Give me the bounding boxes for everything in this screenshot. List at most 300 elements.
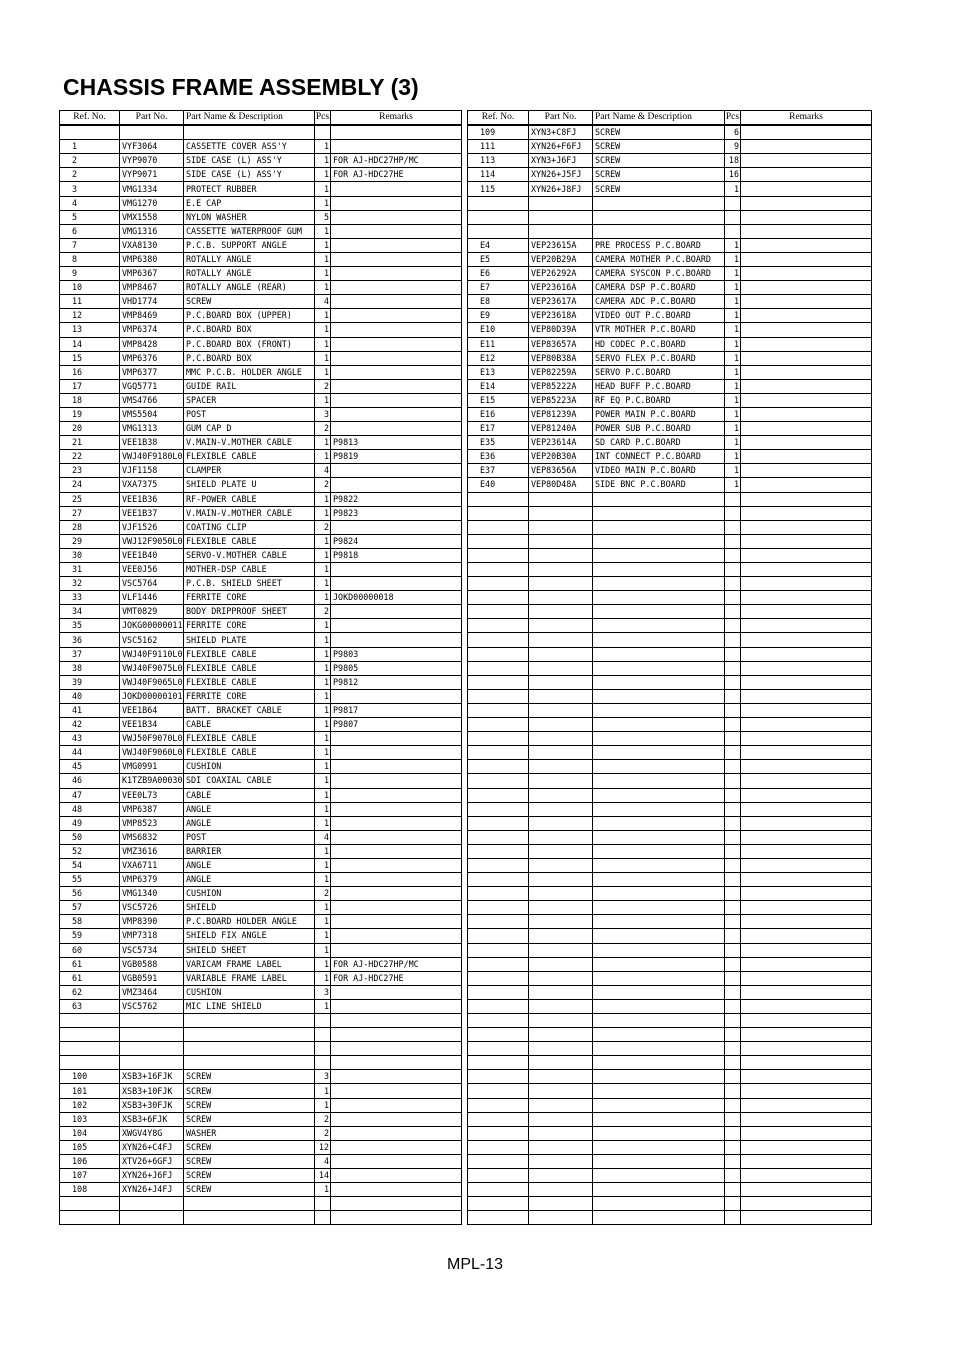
cell-name: [593, 858, 725, 872]
cell-ref: [468, 1070, 529, 1084]
cell-remarks: [331, 816, 462, 830]
cell-name: SCREW: [184, 1112, 315, 1126]
cell-remarks: [331, 563, 462, 577]
cell-name: CASSETTE COVER ASS'Y: [184, 140, 315, 154]
table-row: [468, 1028, 872, 1042]
cell-ref: 59: [60, 929, 120, 943]
cell-pcs: [725, 1070, 741, 1084]
table-row: [468, 464, 872, 478]
cell-ref: 22: [60, 450, 120, 464]
cell-part: [529, 661, 593, 675]
cell-ref: [468, 774, 529, 788]
cell-part: [529, 1140, 593, 1154]
table-row: [60, 351, 462, 365]
table-row: [60, 1014, 462, 1028]
cell-pcs: [315, 1211, 331, 1225]
table-row: [60, 830, 462, 844]
cell-part: XSB3+30FJK: [120, 1098, 184, 1112]
cell-name: CAMERA DSP P.C.BOARD: [593, 281, 725, 295]
cell-ref: 13: [60, 323, 120, 337]
cell-ref: 24: [60, 478, 120, 492]
cell-part: [529, 929, 593, 943]
cell-ref: 17: [60, 379, 120, 393]
cell-remarks: [741, 816, 872, 830]
cell-ref: 47: [60, 788, 120, 802]
cell-remarks: [331, 323, 462, 337]
cell-name: SCREW: [184, 1169, 315, 1183]
table-row: [468, 563, 872, 577]
cell-pcs: 1: [315, 393, 331, 407]
cell-name: [593, 1211, 725, 1225]
table-row: [468, 323, 872, 337]
cell-pcs: 1: [315, 858, 331, 872]
cell-name: [184, 125, 315, 140]
cell-part: VWJ40F9075L0: [120, 661, 184, 675]
cell-name: FLEXIBLE CABLE: [184, 647, 315, 661]
cell-name: HEAD BUFF P.C.BOARD: [593, 379, 725, 393]
table-row: [468, 689, 872, 703]
cell-ref: E14: [468, 379, 529, 393]
cell-name: ROTALLY ANGLE: [184, 267, 315, 281]
cell-ref: [468, 661, 529, 675]
cell-pcs: [725, 1126, 741, 1140]
cell-part: [529, 887, 593, 901]
cell-ref: 115: [468, 182, 529, 196]
cell-pcs: [725, 661, 741, 675]
cell-part: [529, 591, 593, 605]
cell-part: VEP80D39A: [529, 323, 593, 337]
cell-remarks: [741, 788, 872, 802]
cell-ref: [468, 746, 529, 760]
cell-remarks: P9823: [331, 506, 462, 520]
table-row: [468, 915, 872, 929]
cell-name: [593, 196, 725, 210]
table-header-row: [468, 111, 872, 126]
table-row: [468, 506, 872, 520]
cell-ref: 109: [468, 125, 529, 140]
cell-part: [529, 1169, 593, 1183]
cell-remarks: [741, 802, 872, 816]
cell-part: VMG1340: [120, 887, 184, 901]
cell-part: VEP82259A: [529, 365, 593, 379]
cell-pcs: [725, 591, 741, 605]
cell-ref: E15: [468, 393, 529, 407]
cell-name: FLEXIBLE CABLE: [184, 661, 315, 675]
cell-pcs: 2: [315, 422, 331, 436]
cell-remarks: [741, 379, 872, 393]
cell-remarks: [331, 224, 462, 238]
cell-part: VEE1B37: [120, 506, 184, 520]
cell-name: [593, 971, 725, 985]
table-row: [60, 393, 462, 407]
cell-remarks: [741, 252, 872, 266]
cell-name: SPACER: [184, 393, 315, 407]
table-row: [468, 365, 872, 379]
table-row: [60, 774, 462, 788]
cell-remarks: [741, 309, 872, 323]
cell-pcs: [725, 1169, 741, 1183]
table-row: [60, 929, 462, 943]
cell-pcs: 1: [315, 1098, 331, 1112]
cell-part: [529, 746, 593, 760]
cell-part: VEP83656A: [529, 464, 593, 478]
cell-pcs: [725, 718, 741, 732]
table-row: [60, 675, 462, 689]
cell-remarks: [741, 675, 872, 689]
cell-name: [593, 647, 725, 661]
table-row: [468, 125, 872, 140]
cell-name: [593, 999, 725, 1013]
cell-part: VEP85222A: [529, 379, 593, 393]
cell-ref: [468, 675, 529, 689]
cell-remarks: [331, 478, 462, 492]
cell-ref: [468, 985, 529, 999]
cell-name: SD CARD P.C.BOARD: [593, 436, 725, 450]
cell-part: VEP83657A: [529, 337, 593, 351]
cell-name: SERVO P.C.BOARD: [593, 365, 725, 379]
cell-ref: E8: [468, 295, 529, 309]
cell-part: VEP23614A: [529, 436, 593, 450]
cell-name: [593, 929, 725, 943]
cell-part: [529, 732, 593, 746]
cell-part: VEP85223A: [529, 393, 593, 407]
table-row: [60, 295, 462, 309]
cell-part: [529, 1070, 593, 1084]
cell-remarks: [741, 548, 872, 562]
cell-pcs: 1: [725, 337, 741, 351]
table-row: [60, 816, 462, 830]
cell-name: SCREW: [184, 1098, 315, 1112]
cell-ref: [468, 858, 529, 872]
cell-part: VMG0991: [120, 760, 184, 774]
cell-pcs: 1: [315, 323, 331, 337]
cell-name: SHIELD FIX ANGLE: [184, 929, 315, 943]
cell-pcs: 1: [315, 873, 331, 887]
cell-name: BATT. BRACKET CABLE: [184, 703, 315, 717]
table-row: [468, 252, 872, 266]
cell-part: VEE1B40: [120, 548, 184, 562]
cell-pcs: [725, 816, 741, 830]
cell-part: [529, 506, 593, 520]
cell-ref: 63: [60, 999, 120, 1013]
cell-part: VMP8469: [120, 309, 184, 323]
cell-part: [529, 605, 593, 619]
cell-ref: [60, 1028, 120, 1042]
cell-remarks: [331, 619, 462, 633]
cell-part: VEP81239A: [529, 407, 593, 421]
cell-pcs: 1: [315, 577, 331, 591]
cell-remarks: [741, 450, 872, 464]
cell-part: VYP9070: [120, 154, 184, 168]
cell-ref: 31: [60, 563, 120, 577]
cell-pcs: [725, 971, 741, 985]
cell-pcs: 1: [315, 252, 331, 266]
cell-remarks: [741, 844, 872, 858]
cell-ref: [468, 563, 529, 577]
cell-pcs: [315, 1197, 331, 1211]
cell-part: [529, 1112, 593, 1126]
cell-name: [593, 506, 725, 520]
cell-pcs: [725, 506, 741, 520]
cell-remarks: [741, 929, 872, 943]
cell-name: CAMERA MOTHER P.C.BOARD: [593, 252, 725, 266]
cell-ref: 16: [60, 365, 120, 379]
cell-pcs: 1: [315, 774, 331, 788]
cell-remarks: [741, 168, 872, 182]
table-row: [60, 478, 462, 492]
cell-part: VEP23616A: [529, 281, 593, 295]
cell-ref: [468, 492, 529, 506]
cell-name: BODY DRIPPROOF SHEET: [184, 605, 315, 619]
cell-remarks: FOR AJ-HDC27HE: [331, 168, 462, 182]
cell-ref: [468, 1028, 529, 1042]
cell-part: [529, 1183, 593, 1197]
cell-part: [529, 534, 593, 548]
cell-part: XSB3+6FJK: [120, 1112, 184, 1126]
cell-remarks: [741, 619, 872, 633]
table-row: [60, 563, 462, 577]
cell-part: [120, 125, 184, 140]
cell-ref: 8: [60, 252, 120, 266]
cell-pcs: [725, 548, 741, 562]
cell-pcs: [725, 1140, 741, 1154]
cell-name: [593, 1084, 725, 1098]
cell-part: [120, 1014, 184, 1028]
cell-name: [593, 224, 725, 238]
cell-remarks: [331, 774, 462, 788]
cell-pcs: [725, 647, 741, 661]
table-row: [60, 873, 462, 887]
cell-pcs: 1: [315, 732, 331, 746]
cell-part: VLF1446: [120, 591, 184, 605]
table-row: [468, 168, 872, 182]
cell-remarks: [331, 309, 462, 323]
cell-ref: [60, 1014, 120, 1028]
cell-part: [529, 520, 593, 534]
table-row: [468, 295, 872, 309]
cell-name: POWER SUB P.C.BOARD: [593, 422, 725, 436]
table-row: [60, 534, 462, 548]
table-row: [60, 422, 462, 436]
cell-name: CLAMPER: [184, 464, 315, 478]
cell-ref: E4: [468, 238, 529, 252]
cell-ref: 100: [60, 1070, 120, 1084]
cell-name: CABLE: [184, 788, 315, 802]
cell-part: [529, 901, 593, 915]
cell-ref: [468, 971, 529, 985]
cell-pcs: 14: [315, 1169, 331, 1183]
table-row: [60, 1126, 462, 1140]
cell-pcs: 1: [315, 746, 331, 760]
cell-ref: 11: [60, 295, 120, 309]
cell-ref: 33: [60, 591, 120, 605]
table-row: [60, 985, 462, 999]
table-row: [60, 718, 462, 732]
cell-pcs: [725, 915, 741, 929]
cell-name: MIC LINE SHIELD: [184, 999, 315, 1013]
cell-ref: [60, 1042, 120, 1056]
cell-remarks: P9824: [331, 534, 462, 548]
cell-ref: 3: [60, 182, 120, 196]
cell-ref: [468, 788, 529, 802]
cell-remarks: [331, 1211, 462, 1225]
cell-remarks: [331, 351, 462, 365]
cell-ref: 14: [60, 337, 120, 351]
cell-remarks: [741, 732, 872, 746]
cell-name: ANGLE: [184, 816, 315, 830]
table-row: [60, 577, 462, 591]
table-row: [60, 1042, 462, 1056]
cell-name: ANGLE: [184, 858, 315, 872]
cell-ref: [468, 929, 529, 943]
cell-name: [593, 548, 725, 562]
cell-name: CAMERA SYSCON P.C.BOARD: [593, 267, 725, 281]
cell-ref: 43: [60, 732, 120, 746]
cell-name: CAMERA ADC P.C.BOARD: [593, 295, 725, 309]
cell-pcs: 1: [315, 154, 331, 168]
cell-pcs: [315, 1056, 331, 1070]
cell-ref: [468, 816, 529, 830]
table-row: [60, 154, 462, 168]
cell-ref: E11: [468, 337, 529, 351]
cell-part: XTV26+6GFJ: [120, 1154, 184, 1168]
cell-remarks: [741, 830, 872, 844]
cell-remarks: P9807: [331, 718, 462, 732]
cell-remarks: [741, 534, 872, 548]
cell-name: MMC P.C.B. HOLDER ANGLE: [184, 365, 315, 379]
cell-part: [120, 1211, 184, 1225]
cell-remarks: [741, 1154, 872, 1168]
cell-part: [529, 830, 593, 844]
cell-remarks: [741, 901, 872, 915]
cell-pcs: 3: [315, 985, 331, 999]
cell-part: VEP20B30A: [529, 450, 593, 464]
cell-pcs: 1: [315, 718, 331, 732]
cell-pcs: [725, 985, 741, 999]
cell-part: XYN3+J6FJ: [529, 154, 593, 168]
cell-name: [593, 1028, 725, 1042]
cell-ref: [468, 844, 529, 858]
table-row: [468, 1169, 872, 1183]
table-row: [468, 182, 872, 196]
cell-part: VSC5726: [120, 901, 184, 915]
cell-remarks: [331, 887, 462, 901]
cell-pcs: 1: [315, 534, 331, 548]
cell-pcs: [725, 563, 741, 577]
table-row: [468, 619, 872, 633]
table-row: [60, 971, 462, 985]
table-row: [468, 238, 872, 252]
table-row: [60, 1197, 462, 1211]
table-row: [60, 1140, 462, 1154]
cell-pcs: [725, 534, 741, 548]
table-row: [468, 1056, 872, 1070]
col-header-part: Part No.: [529, 111, 593, 126]
cell-part: [529, 1154, 593, 1168]
cell-name: [593, 534, 725, 548]
cell-pcs: [725, 1084, 741, 1098]
cell-ref: [468, 830, 529, 844]
cell-part: [529, 689, 593, 703]
cell-pcs: [725, 1112, 741, 1126]
cell-part: VEP23615A: [529, 238, 593, 252]
cell-name: P.C.B. SUPPORT ANGLE: [184, 238, 315, 252]
cell-name: [593, 1197, 725, 1211]
table-row: [468, 661, 872, 675]
cell-remarks: [331, 873, 462, 887]
cell-name: [593, 985, 725, 999]
cell-part: VMS6832: [120, 830, 184, 844]
table-row: [468, 844, 872, 858]
cell-ref: [468, 1140, 529, 1154]
cell-remarks: [331, 267, 462, 281]
cell-name: [593, 1154, 725, 1168]
table-row: [468, 309, 872, 323]
cell-pcs: 1: [315, 365, 331, 379]
cell-ref: 108: [60, 1183, 120, 1197]
cell-part: [529, 675, 593, 689]
cell-ref: [468, 224, 529, 238]
cell-remarks: JOKD00000018: [331, 591, 462, 605]
cell-ref: [468, 1211, 529, 1225]
table-row: [468, 943, 872, 957]
table-row: [468, 577, 872, 591]
cell-name: [593, 619, 725, 633]
cell-pcs: [725, 957, 741, 971]
cell-ref: [468, 718, 529, 732]
cell-name: P.C.B. SHIELD SHEET: [184, 577, 315, 591]
table-row: [468, 478, 872, 492]
cell-part: VMP6374: [120, 323, 184, 337]
table-row: [60, 337, 462, 351]
table-row: [468, 492, 872, 506]
cell-ref: [468, 534, 529, 548]
cell-pcs: 1: [315, 182, 331, 196]
cell-ref: [468, 1056, 529, 1070]
cell-name: GUIDE RAIL: [184, 379, 315, 393]
table-row: [468, 140, 872, 154]
cell-name: ANGLE: [184, 802, 315, 816]
cell-part: [529, 224, 593, 238]
table-row: [60, 1154, 462, 1168]
cell-ref: 49: [60, 816, 120, 830]
cell-name: SCREW: [593, 140, 725, 154]
cell-ref: E9: [468, 309, 529, 323]
cell-remarks: [331, 379, 462, 393]
cell-ref: 30: [60, 548, 120, 562]
cell-part: [120, 1056, 184, 1070]
table-row: [468, 224, 872, 238]
cell-ref: 107: [60, 1169, 120, 1183]
cell-pcs: 1: [725, 450, 741, 464]
cell-part: VWJ50F9070L0: [120, 732, 184, 746]
cell-name: [593, 492, 725, 506]
table-row: [60, 1028, 462, 1042]
cell-pcs: 5: [315, 210, 331, 224]
cell-remarks: [741, 1197, 872, 1211]
cell-pcs: 12: [315, 1140, 331, 1154]
cell-pcs: 3: [315, 407, 331, 421]
cell-remarks: [331, 788, 462, 802]
cell-ref: [468, 1126, 529, 1140]
cell-pcs: 1: [315, 619, 331, 633]
cell-pcs: 1: [725, 464, 741, 478]
cell-remarks: [741, 605, 872, 619]
cell-remarks: [741, 492, 872, 506]
table-row: [60, 365, 462, 379]
cell-pcs: 1: [315, 492, 331, 506]
cell-name: [593, 675, 725, 689]
